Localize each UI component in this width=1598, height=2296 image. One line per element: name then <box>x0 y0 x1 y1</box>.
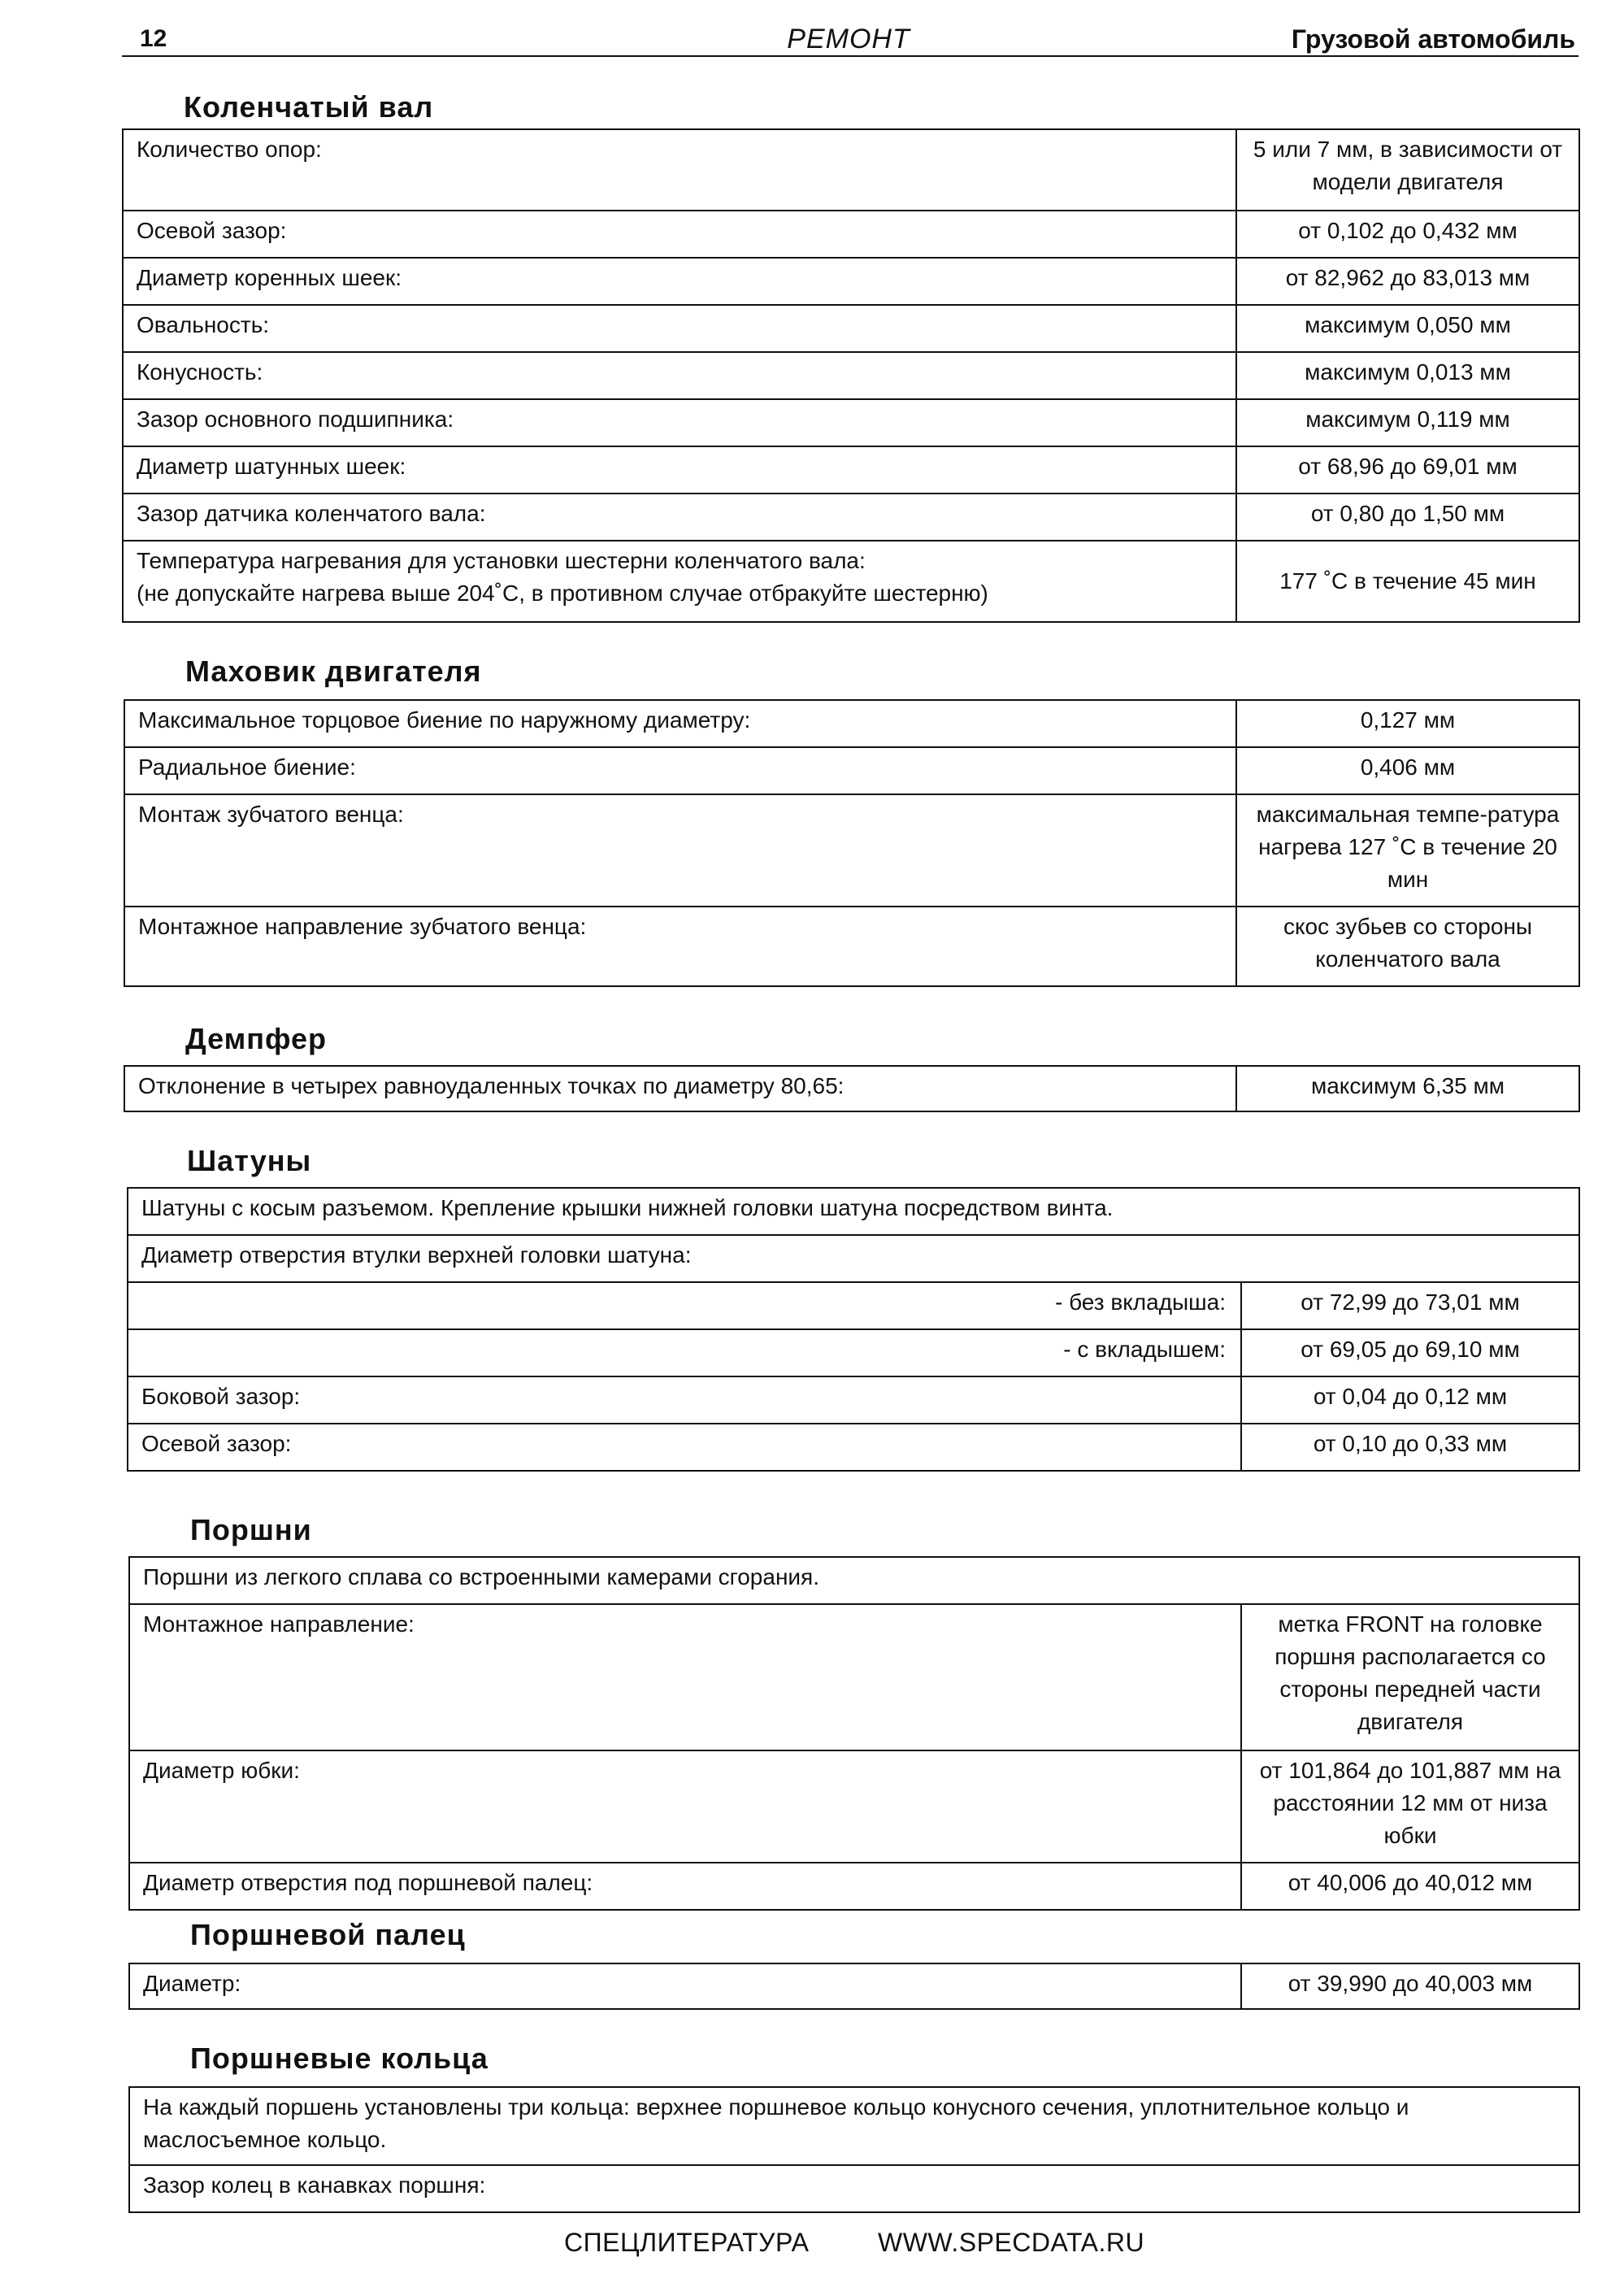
table-row <box>128 1235 1579 1282</box>
damper-table <box>124 1065 1580 1112</box>
param-cell: Количество опор: <box>123 129 1236 211</box>
table-row <box>129 1863 1579 1910</box>
table-row <box>129 1963 1579 2009</box>
table-row <box>123 399 1579 446</box>
value-cell: от 69,05 до 69,10 мм <box>1241 1329 1579 1376</box>
value-cell: максимум 0,050 мм <box>1236 305 1579 352</box>
page-header <box>122 21 1575 57</box>
value-cell: от 72,99 до 73,01 мм <box>1241 1282 1579 1329</box>
table-row <box>129 1557 1579 1604</box>
table-row <box>128 1376 1579 1424</box>
table-row <box>123 446 1579 494</box>
param-cell: - без вкладыша: <box>128 1282 1241 1329</box>
rings-table <box>128 2086 1580 2213</box>
param-cell: Диаметр отверстия под поршневой палец: <box>129 1863 1241 1910</box>
table-row <box>123 258 1579 305</box>
table-row <box>124 700 1579 747</box>
param-cell: Диаметр юбки: <box>129 1750 1241 1863</box>
param-line: Температура нагревания для установки шестерни коленчатого вала: <box>137 548 866 573</box>
param-cell: Диаметр шатунных шеек: <box>123 446 1236 494</box>
param-cell <box>123 541 1236 622</box>
table-row <box>129 2165 1579 2212</box>
rings-note: На каждый поршень установлены три кольца: верхнее поршневое кольцо конусного сечения, уплотнительное кольцо и маслосъемное кольцо. <box>129 2087 1579 2165</box>
table-row <box>123 494 1579 541</box>
value-cell: максимум 0,013 мм <box>1236 352 1579 399</box>
param-cell: Диаметр: <box>129 1963 1241 2009</box>
table-row <box>124 794 1579 907</box>
param-cell: Максимальное торцовое биение по наружному диаметру: <box>124 700 1236 747</box>
param-cell: Конусность: <box>123 352 1236 399</box>
table-row <box>129 2087 1579 2165</box>
value-cell: от 0,04 до 0,12 мм <box>1241 1376 1579 1424</box>
value-cell: от 39,990 до 40,003 мм <box>1241 1963 1579 2009</box>
table-row <box>123 211 1579 258</box>
value-cell: от 0,102 до 0,432 мм <box>1236 211 1579 258</box>
pistons-note: Поршни из легкого сплава со встроенными камерами сгорания. <box>129 1557 1579 1604</box>
param-cell: Овальность: <box>123 305 1236 352</box>
table-row <box>124 1066 1579 1111</box>
table-row <box>124 747 1579 794</box>
section-name: РЕМОНТ <box>787 24 910 54</box>
value-cell: от 82,962 до 83,013 мм <box>1236 258 1579 305</box>
pistons-table <box>128 1556 1580 1911</box>
value-cell: от 0,80 до 1,50 мм <box>1236 494 1579 541</box>
crankshaft-table <box>122 128 1580 623</box>
rings-title: Поршневые кольца <box>190 2042 489 2075</box>
param-cell: Диаметр коренных шеек: <box>123 258 1236 305</box>
table-row <box>128 1329 1579 1376</box>
value-cell: максимальная темпе-ратура нагрева 127 ˚С в течение 20 мин <box>1236 794 1579 907</box>
pistons-title: Поршни <box>190 1513 312 1546</box>
value-cell: максимум 6,35 мм <box>1236 1066 1579 1111</box>
param-note: (не допускайте нагрева выше 204˚С, в противном случае отбракуйте шестерню) <box>137 581 988 606</box>
param-cell: Монтажное направление: <box>129 1604 1241 1750</box>
rods-table <box>127 1187 1580 1472</box>
footer-website: WWW.SPECDATA.RU <box>878 2228 1145 2257</box>
table-row <box>128 1424 1579 1471</box>
value-cell: метка FRONT на головке поршня располагается со стороны передней части двигателя <box>1241 1604 1579 1750</box>
param-cell: Монтажное направление зубчатого венца: <box>124 907 1236 986</box>
value-cell: 0,406 мм <box>1236 747 1579 794</box>
vehicle-type: Грузовой автомобиль <box>1291 24 1575 54</box>
crankshaft-title: Коленчатый вал <box>184 90 434 124</box>
param-cell: Боковой зазор: <box>128 1376 1241 1424</box>
param-cell: Отклонение в четырех равноудаленных точках по диаметру 80,65: <box>124 1066 1236 1111</box>
param-cell: Радиальное биение: <box>124 747 1236 794</box>
table-row <box>123 541 1579 622</box>
flywheel-table <box>124 699 1580 987</box>
param-cell: Осевой зазор: <box>128 1424 1241 1471</box>
param-cell: Осевой зазор: <box>123 211 1236 258</box>
value-cell: от 101,864 до 101,887 мм на расстоянии 12 мм от низа юбки <box>1241 1750 1579 1863</box>
table-row <box>128 1188 1579 1235</box>
value-cell: 177 ˚С в течение 45 мин <box>1236 541 1579 622</box>
rings-gap-label: Зазор колец в канавках поршня: <box>129 2165 1579 2212</box>
header-rule <box>122 55 1578 57</box>
table-row <box>129 1750 1579 1863</box>
flywheel-title: Маховик двигателя <box>185 654 482 688</box>
table-row <box>129 1604 1579 1750</box>
value-cell: от 0,10 до 0,33 мм <box>1241 1424 1579 1471</box>
param-cell: Зазор основного подшипника: <box>123 399 1236 446</box>
param-cell: Зазор датчика коленчатого вала: <box>123 494 1236 541</box>
table-row <box>123 305 1579 352</box>
value-cell: скос зубьев со стороны коленчатого вала <box>1236 907 1579 986</box>
table-row <box>124 907 1579 986</box>
rods-title: Шатуны <box>187 1144 312 1177</box>
table-row <box>123 352 1579 399</box>
damper-title: Демпфер <box>185 1022 328 1055</box>
rods-bore-label: Диаметр отверстия втулки верхней головки шатуна: <box>128 1235 1579 1282</box>
table-row <box>123 129 1579 211</box>
param-cell: - с вкладышем: <box>128 1329 1241 1376</box>
value-cell: от 68,96 до 69,01 мм <box>1236 446 1579 494</box>
value-cell: 0,127 мм <box>1236 700 1579 747</box>
pin-title: Поршневой палец <box>190 1918 466 1951</box>
page-number: 12 <box>140 25 167 52</box>
value-cell: максимум 0,119 мм <box>1236 399 1579 446</box>
param-cell: Монтаж зубчатого венца: <box>124 794 1236 907</box>
footer-publisher: СПЕЦЛИТЕРАТУРА <box>564 2228 810 2257</box>
value-cell: от 40,006 до 40,012 мм <box>1241 1863 1579 1910</box>
table-row <box>128 1282 1579 1329</box>
pin-table <box>128 1963 1580 2010</box>
value-cell: 5 или 7 мм, в зависимости от модели двигателя <box>1236 129 1579 211</box>
rods-note: Шатуны с косым разъемом. Крепление крышки нижней головки шатуна посредством винта. <box>128 1188 1579 1235</box>
